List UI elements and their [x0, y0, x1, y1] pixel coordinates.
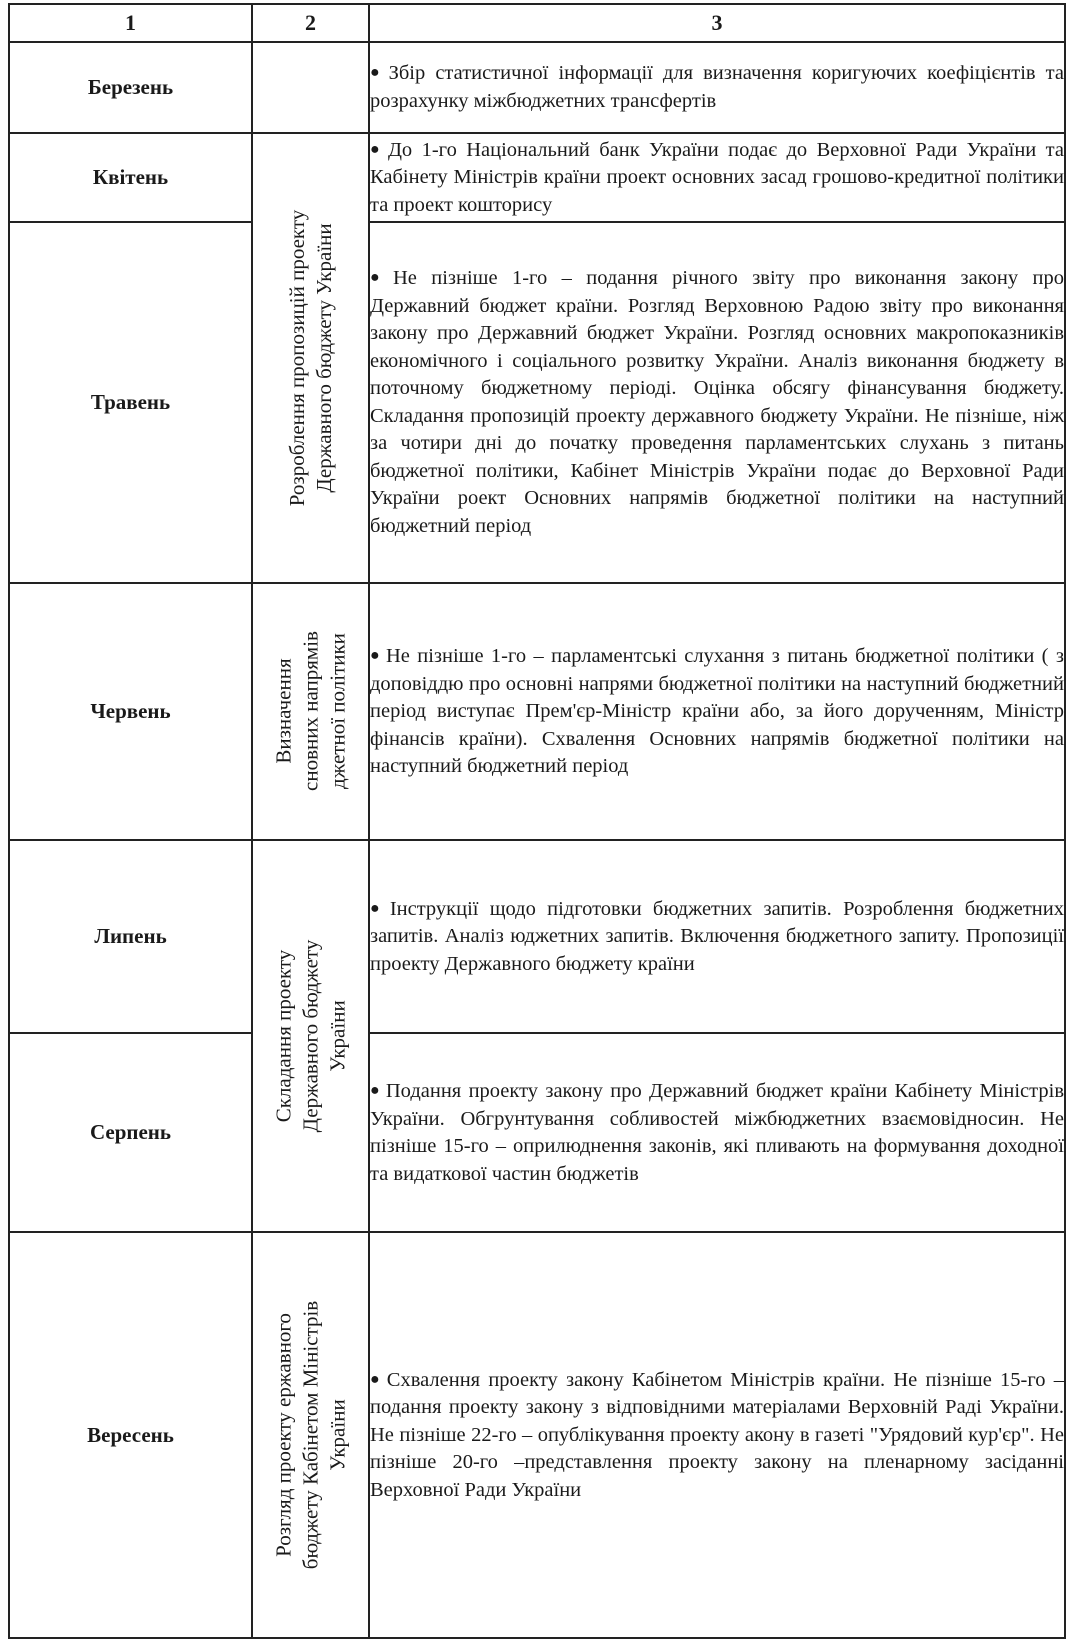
bullet-icon: ● [370, 1370, 383, 1388]
header-row [9, 4, 1065, 42]
budget-schedule-table [8, 3, 1066, 1639]
description-cell [369, 42, 1065, 133]
stage-label: Визначення сновних напрямів джетної політики [271, 631, 349, 792]
month-cell: Серпень [9, 1033, 252, 1232]
month-cell: Квітень [9, 133, 252, 223]
column-header-2: 2 [252, 4, 369, 42]
month-cell: Березень [9, 42, 252, 133]
month-cell: Травень [9, 222, 252, 582]
table-row [9, 133, 1065, 223]
description-cell [369, 222, 1065, 582]
description-text: Збір статистичної інформації для визначення коригуючих коефіцієнтів та розрахунку міжбюджетних трансфертів [370, 62, 1064, 112]
column-header-3: 3 [369, 4, 1065, 42]
stage-cell [252, 133, 369, 583]
stage-label: Складання проекту Державного бюджету України [271, 939, 349, 1133]
stage-cell [252, 583, 369, 841]
bullet-icon: ● [370, 899, 386, 917]
stage-label: Розроблення пропозицій проекту Державного бюджету України [284, 209, 336, 506]
column-header-1: 1 [9, 4, 252, 42]
description-text: До 1-го Національний банк України подає до Верховної Ради України та Кабінету Міністрів країни проект основних засад грошово-кредитної політики та проект кошторису [370, 138, 1064, 216]
description-text: Схвалення проекту закону Кабінетом Міністрів країни. Не пізніше 15-го – подання проекту закону з відповідними матеріалами Верховній Раді України. Не пізніше 22-го – опублікування проекту акону в газеті "Урядовий кур'єр". Не пізніше 20-го –представлення проекту закону на пленарному засіданні Верховної Ради України [370, 1368, 1064, 1501]
bullet-icon: ● [370, 1082, 382, 1100]
description-text: Не пізніше 1-го – подання річного звіту про виконання закону про Державний бюджет країни. Розгляд Верховною Радою звіту про виконання закону про Державний бюджет України. Розгляд основних макропоказників економічного і соціального розвитку України. Аналіз виконання бюджету в поточному бюджетному періоді. Оцінка обсягу фінансування бюджету. Складання пропозицій проекту державного бюджету України. Не пізніше, ніж за чотири дні до початку проведення парламентських слухань з питань бюджетної політики, Кабінет Міністрів України подає до Верховної Ради України роект Основних напрямів бюджетної політики на наступний бюджетний період [370, 267, 1065, 537]
description-text: Подання проекту закону про Державний бюджет країни Кабінету Міністрів України. Обгрунтування собливостей міжбюджетних взаємовідносин. Не пізніше 15-го – оприлюднення законів, які пливають на формування доходної та видаткової частин бюджетів [370, 1080, 1064, 1185]
stage-cell [252, 1232, 369, 1638]
table-row [9, 42, 1065, 133]
stage-cell-empty [252, 42, 369, 133]
description-cell [369, 840, 1065, 1033]
table-row [9, 840, 1065, 1033]
bullet-icon: ● [370, 64, 385, 82]
description-text: Не пізніше 1-го – парламентські слухання з питань бюджетної політики ( з доповіддю про основні напрями бюджетної політики на наступний бюджетний період виступає Прем'єр-Міністр країни або, за його дорученням, Міністр фінансів країни). Схвалення Основних напрямів бюджетної політики на наступний бюджетний період [370, 645, 1064, 778]
description-cell [369, 1232, 1065, 1638]
table-row [9, 222, 1065, 582]
stage-label: Розгляд проекту ержавного бюджету Кабінетом Міністрів України [271, 1301, 349, 1570]
bullet-icon: ● [370, 140, 384, 158]
table-row [9, 583, 1065, 841]
description-cell [369, 1033, 1065, 1232]
month-cell: Липень [9, 840, 252, 1033]
bullet-icon: ● [370, 647, 382, 665]
stage-cell [252, 840, 369, 1232]
table-row [9, 1033, 1065, 1232]
description-text: Інструкції щодо підготовки бюджетних запитів. Розроблення бюджетних запитів. Аналіз юджетних запитів. Включення бюджетного запиту. Пропозиції проекту Державного бюджету країни [370, 897, 1064, 975]
month-cell: Вересень [9, 1232, 252, 1638]
table-row [9, 1232, 1065, 1638]
bullet-icon: ● [370, 269, 389, 287]
description-cell [369, 133, 1065, 223]
month-cell: Червень [9, 583, 252, 841]
description-cell [369, 583, 1065, 841]
